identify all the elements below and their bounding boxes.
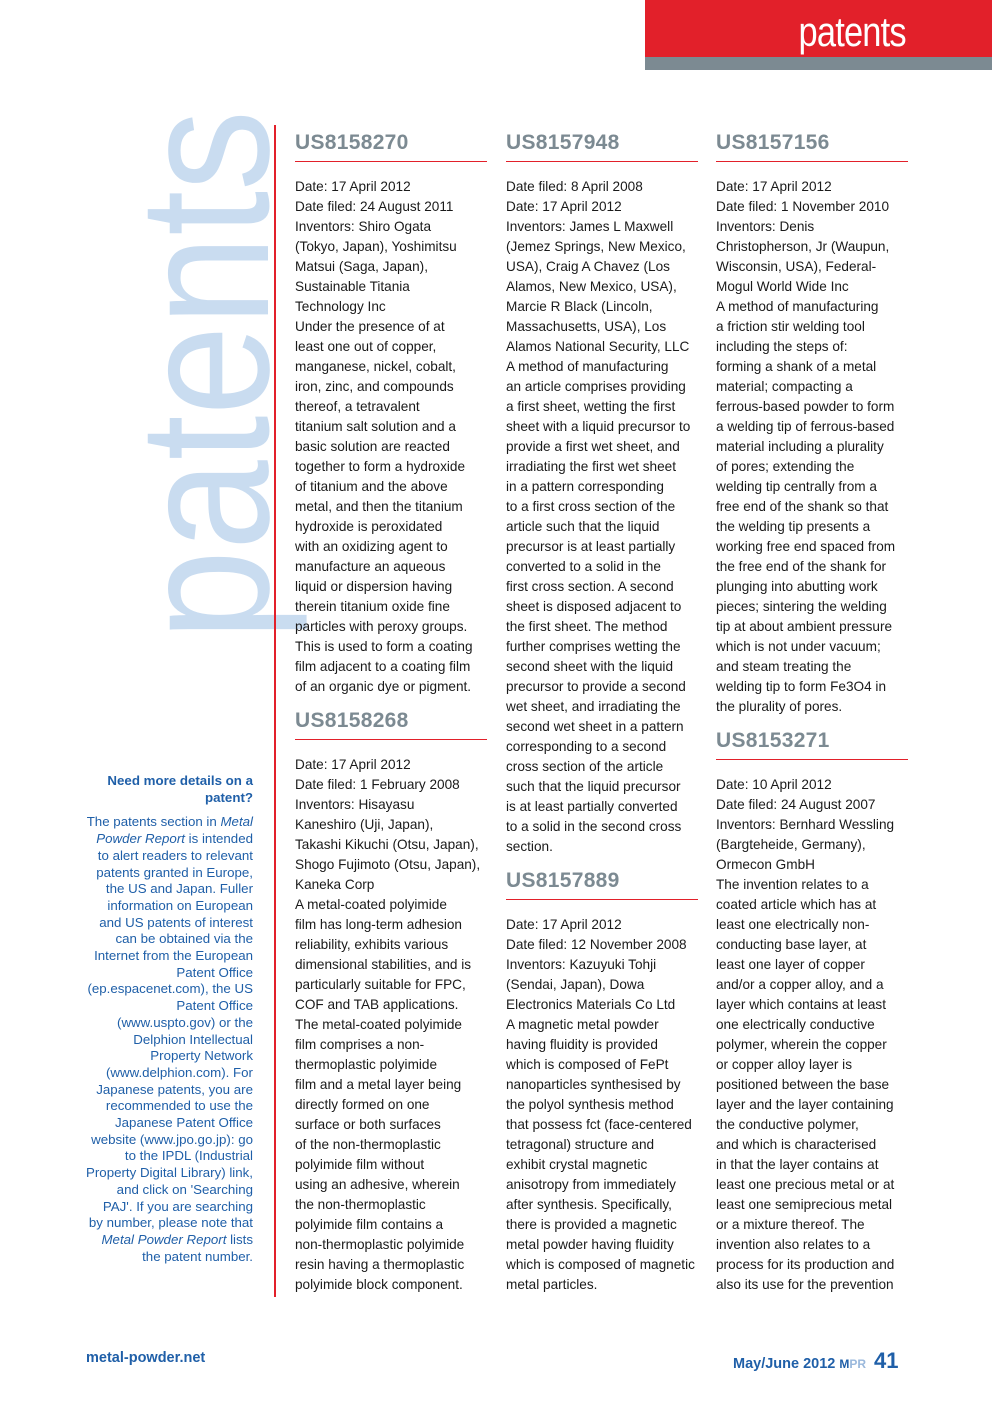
patent-number: US8153271: [716, 726, 908, 760]
patent-text-line: A metal-coated polyimide: [295, 897, 447, 912]
patent-text-line: using an adhesive, wherein: [295, 1177, 460, 1192]
patent-text-line: Inventors: Hisayasu: [295, 797, 415, 812]
patent-text-line: Inventors: Bernhard Wessling: [716, 817, 895, 832]
patent-text-line: irradiating the first wet sheet: [506, 459, 677, 474]
patent-text-line: article such that the liquid: [506, 519, 660, 534]
patent-text-line: Date: 17 April 2012: [716, 179, 832, 194]
patent-text-line: polymer, wherein the copper: [716, 1037, 887, 1052]
patent-text-line: corresponding to a second: [506, 739, 667, 754]
patent-text-line: least one semiprecious metal: [716, 1197, 893, 1212]
patent-text-line: the polyol synthesis method: [506, 1097, 674, 1112]
patent-text-line: coated article which has at: [716, 897, 877, 912]
patent-text-line: Inventors: Denis: [716, 219, 815, 234]
patent-text-line: the conductive polymer,: [716, 1117, 859, 1132]
patent-entry: [506, 866, 698, 1295]
mpr-logo-m: M: [839, 1357, 850, 1371]
patent-text-line: iron, zinc, and compounds: [295, 379, 454, 394]
patent-text-line: which is composed of FePt: [506, 1057, 669, 1072]
patent-text-line: precursor is at least partially: [506, 539, 676, 554]
patent-text-line: therein titanium oxide fine: [295, 599, 450, 614]
sidebar-info: [86, 773, 253, 1265]
footer-issue-info: [733, 1348, 899, 1374]
patent-text-line: positioned between the base: [716, 1077, 890, 1092]
patent-text-line: plunging into abutting work: [716, 579, 878, 594]
patent-text-line: is at least partially converted: [506, 799, 678, 814]
patent-text-line: working free end spaced from: [716, 539, 896, 554]
patent-text-line: least one electrically non-: [716, 917, 870, 932]
patent-text-line: a first sheet, wetting the first: [506, 399, 676, 414]
patent-text-line: exhibit crystal magnetic: [506, 1157, 648, 1172]
patent-text-line: Alamos National Security, LLC: [506, 339, 690, 354]
patent-text-line: Date filed: 24 August 2007: [716, 797, 876, 812]
patent-text-line: (Tokyo, Japan), Yoshimitsu: [295, 239, 457, 254]
patent-text-line: section.: [506, 839, 553, 854]
patent-text-line: dimensional stabilities, and is: [295, 957, 472, 972]
patent-text-line: also its use for the prevention: [716, 1277, 894, 1292]
patent-text-line: least one layer of copper: [716, 957, 865, 972]
patent-text-line: the first sheet. The method: [506, 619, 668, 634]
sidebar-publication-2: Metal Powder Report: [101, 1231, 227, 1247]
patent-text-line: Electronics Materials Co Ltd: [506, 997, 676, 1012]
patent-text-line: non-thermoplastic polyimide: [295, 1237, 465, 1252]
patent-text-line: welding tip to form Fe3O4 in: [716, 679, 887, 694]
patent-text-line: a welding tip of ferrous-based: [716, 419, 895, 434]
patent-text-line: Kaneka Corp: [295, 877, 375, 892]
patent-text-line: sheet is disposed adjacent to: [506, 599, 682, 614]
patent-text-line: to a first cross section of the: [506, 499, 676, 514]
patent-text-line: Wisconsin, USA), Federal-: [716, 259, 877, 274]
patent-text-line: process for its production and: [716, 1257, 895, 1272]
column-2: [506, 128, 698, 1304]
patent-text-line: invention also relates to a: [716, 1237, 871, 1252]
patent-text-line: Shogo Fujimoto (Otsu, Japan),: [295, 857, 481, 872]
patent-text-line: in that the layer contains at: [716, 1157, 879, 1172]
patent-text-line: which is composed of magnetic: [506, 1257, 695, 1272]
patent-text-line: thereof, a tetravalent: [295, 399, 420, 414]
patent-text-line: sheet with a liquid precursor to: [506, 419, 691, 434]
patent-text-line: nanoparticles synthesised by: [506, 1077, 681, 1092]
patent-text-line: polyimide film contains a: [295, 1217, 444, 1232]
patent-text-line: (Bargteheide, Germany),: [716, 837, 866, 852]
patent-text-line: Marcie R Black (Lincoln,: [506, 299, 653, 314]
patent-entry: [295, 128, 487, 697]
patent-text-line: particles with peroxy groups.: [295, 619, 468, 634]
patent-text-line: material; compacting a: [716, 379, 853, 394]
patent-text-line: Date: 10 April 2012: [716, 777, 832, 792]
patent-text-line: Inventors: Shiro Ogata: [295, 219, 432, 234]
patent-text-line: metal particles.: [506, 1277, 598, 1292]
patent-text-line: COF and TAB applications.: [295, 997, 459, 1012]
patent-text-line: (Sendai, Japan), Dowa: [506, 977, 645, 992]
patent-text-line: hydroxide is peroxidated: [295, 519, 443, 534]
patent-text-line: Matsui (Saga, Japan),: [295, 259, 428, 274]
patent-text-line: Date filed: 24 August 2011: [295, 199, 454, 214]
patent-text-line: A method of manufacturing: [506, 359, 669, 374]
patent-text-line: metal, and then the titanium: [295, 499, 463, 514]
patent-text-line: the plurality of pores.: [716, 699, 843, 714]
patent-text-line: film has long-term adhesion: [295, 917, 462, 932]
patent-text-line: second wet sheet in a pattern: [506, 719, 684, 734]
patent-text-line: (Jemez Springs, New Mexico,: [506, 239, 686, 254]
patent-text-line: A method of manufacturing: [716, 299, 879, 314]
patent-text-line: polyimide film without: [295, 1157, 425, 1172]
patent-text-line: Date: 17 April 2012: [506, 199, 622, 214]
patent-text-line: Date filed: 1 November 2010: [716, 199, 890, 214]
patent-text-line: there is provided a magnetic: [506, 1217, 677, 1232]
patent-text-line: tetragonal) structure and: [506, 1137, 655, 1152]
patent-entry: [716, 726, 908, 1295]
patent-text-line: Alamos, New Mexico, USA),: [506, 279, 677, 294]
patent-text-line: Kaneshiro (Uji, Japan),: [295, 817, 434, 832]
patent-text-line: wet sheet, and irradiating the: [506, 699, 681, 714]
patent-text-line: least one out of copper,: [295, 339, 437, 354]
patent-text-line: one electrically conductive: [716, 1017, 875, 1032]
page-number: 41: [874, 1348, 899, 1373]
patent-text-line: Date: 17 April 2012: [295, 179, 411, 194]
patent-text-line: including the steps of:: [716, 339, 848, 354]
sidebar-text: [86, 814, 253, 1265]
patent-text-line: titanium salt solution and a: [295, 419, 456, 434]
patent-text-line: layer and the layer containing: [716, 1097, 894, 1112]
patent-text-line: Date: 17 April 2012: [506, 917, 622, 932]
patent-text-line: film adjacent to a coating film: [295, 659, 471, 674]
column-divider: [274, 125, 276, 1297]
patent-text-line: the free end of the shank for: [716, 559, 887, 574]
patent-text-line: together to form a hydroxide: [295, 459, 466, 474]
sidebar-text-1: The patents section in: [86, 814, 217, 830]
patent-text-line: material including a plurality: [716, 439, 884, 454]
patent-text-line: Date filed: 8 April 2008: [506, 179, 643, 194]
patent-text-line: further comprises wetting the: [506, 639, 681, 654]
patent-text-line: Sustainable Titania: [295, 279, 410, 294]
patent-text-line: tip at about ambient pressure: [716, 619, 893, 634]
sidebar-heading: Need more details on a patent?: [107, 773, 253, 805]
patent-text-line: resin having a thermoplastic: [295, 1257, 465, 1272]
patent-text-line: liquid or dispersion having: [295, 579, 453, 594]
patent-number: US8158268: [295, 706, 487, 740]
patent-text-line: of titanium and the above: [295, 479, 448, 494]
patent-text-line: of an organic dye or pigment.: [295, 679, 472, 694]
patent-text-line: in a pattern corresponding: [506, 479, 664, 494]
patent-number: US8157889: [506, 866, 698, 900]
vertical-watermark: [101, 29, 308, 640]
patent-text-line: with an oxidizing agent to: [295, 539, 448, 554]
patent-text-line: conducting base layer, at: [716, 937, 867, 952]
patent-text-line: having fluidity is provided: [506, 1037, 658, 1052]
patent-text-line: of the non-thermoplastic: [295, 1137, 441, 1152]
patent-text-line: surface or both surfaces: [295, 1117, 441, 1132]
patent-text-line: a friction stir welding tool: [716, 319, 865, 334]
patent-text-line: pieces; sintering the welding: [716, 599, 887, 614]
patent-entry: [295, 706, 487, 1295]
patent-text-line: Takashi Kikuchi (Otsu, Japan),: [295, 837, 479, 852]
patent-text-line: second sheet with the liquid: [506, 659, 674, 674]
patent-text-line: welding tip centrally from a: [716, 479, 877, 494]
patent-text-line: Technology Inc: [295, 299, 386, 314]
patent-text-line: which is not under vacuum;: [716, 639, 881, 654]
patent-text-line: anisotropy from immediately: [506, 1177, 676, 1192]
patent-number: US8157948: [506, 128, 698, 162]
patent-text-line: Christopherson, Jr (Waupun,: [716, 239, 890, 254]
patent-text-line: manganese, nickel, cobalt,: [295, 359, 456, 374]
patent-number: US8158270: [295, 128, 487, 162]
mpr-logo-pr: PR: [849, 1357, 867, 1371]
sidebar-text-5: lists the patent number.: [142, 1231, 253, 1264]
banner-grey-bar: [645, 57, 992, 70]
patent-text-line: The metal-coated polyimide: [295, 1017, 462, 1032]
patent-text-line: Mogul World Wide Inc: [716, 279, 849, 294]
patent-entry: [506, 128, 698, 857]
footer-issue: May/June 2012: [733, 1356, 836, 1372]
patent-text-line: or a mixture thereof. The: [716, 1217, 865, 1232]
patent-text-line: USA), Craig A Chavez (Los: [506, 259, 670, 274]
patent-text-line: after synthesis. Specifically,: [506, 1197, 672, 1212]
patent-text-line: the welding tip presents a: [716, 519, 871, 534]
patent-text-line: precursor to provide a second: [506, 679, 686, 694]
patent-text-line: such that the liquid precursor: [506, 779, 681, 794]
column-3: [716, 128, 908, 1304]
patent-text-line: an article comprises providing: [506, 379, 686, 394]
footer-website: metal-powder.net: [86, 1350, 206, 1366]
patent-text-line: first cross section. A second: [506, 579, 674, 594]
vertical-watermark-text: patents: [101, 29, 308, 640]
patent-text-line: Under the presence of at: [295, 319, 445, 334]
patent-text-line: The invention relates to a: [716, 877, 869, 892]
patent-text-line: This is used to form a coating: [295, 639, 473, 654]
column-1: [295, 128, 487, 1304]
patent-text-line: polyimide block component.: [295, 1277, 463, 1292]
patent-text-line: least one precious metal or at: [716, 1177, 895, 1192]
patent-text-line: layer which contains at least: [716, 997, 887, 1012]
patent-text-line: free end of the shank so that: [716, 499, 889, 514]
section-banner: [645, 0, 992, 70]
patent-entry: [716, 128, 908, 717]
patent-text-line: film comprises a non-: [295, 1037, 425, 1052]
patent-text-line: Date filed: 12 November 2008: [506, 937, 687, 952]
patent-text-line: Inventors: Kazuyuki Tohji: [506, 957, 657, 972]
sidebar-publication-1: Metal Powder Report: [96, 814, 253, 847]
patent-text-line: basic solution are reacted: [295, 439, 450, 454]
patent-text-line: and which is characterised: [716, 1137, 877, 1152]
patent-text-line: provide a first wet sheet, and: [506, 439, 680, 454]
patent-text-line: that possess fct (face-centered: [506, 1117, 692, 1132]
patent-text-line: forming a shank of a metal: [716, 359, 877, 374]
patent-text-line: manufacture an aqueous: [295, 559, 446, 574]
sidebar-text-3: is intended to alert readers to relevant patents granted in Europe, the US and Japan. Fuller information on European and US patents of interest can be obtained via the Internet from the European Patent Office (ep.espacenet.com), the US Patent Office (www.uspto.gov) or the Delphion Intellectual Property Network (www.delphion.com). For Japanese patents, you are recommended to use the Japanese Patent Office website (www.jpo.go.jp): go to the IPDL (Industrial Property Digital Library) link, and click on 'Searching PAJ'. If you are searching by number, please note that: [86, 831, 254, 1231]
patent-text-line: film and a metal layer being: [295, 1077, 462, 1092]
patent-text-line: thermoplastic polyimide: [295, 1057, 438, 1072]
patent-text-line: Date filed: 1 February 2008: [295, 777, 460, 792]
patent-text-line: ferrous-based powder to form: [716, 399, 895, 414]
patent-text-line: metal powder having fluidity: [506, 1237, 674, 1252]
patent-text-line: and steam treating the: [716, 659, 852, 674]
patent-text-line: Date: 17 April 2012: [295, 757, 411, 772]
section-title: patents: [798, 8, 906, 55]
patent-text-line: Inventors: James L Maxwell: [506, 219, 674, 234]
patent-text-line: A magnetic metal powder: [506, 1017, 659, 1032]
patent-text-line: or copper alloy layer is: [716, 1057, 852, 1072]
patent-text-line: Massachusetts, USA), Los: [506, 319, 667, 334]
patent-text-line: Ormecon GmbH: [716, 857, 815, 872]
patent-text-line: the non-thermoplastic: [295, 1197, 426, 1212]
patent-text-line: cross section of the article: [506, 759, 664, 774]
patent-text-line: and/or a copper alloy, and a: [716, 977, 884, 992]
mpr-logo: [839, 1357, 866, 1371]
patent-text-line: to a solid in the second cross: [506, 819, 682, 834]
patent-text-line: particularly suitable for FPC,: [295, 977, 466, 992]
patent-number: US8157156: [716, 128, 908, 162]
patent-text-line: converted to a solid in the: [506, 559, 661, 574]
patent-text-line: reliability, exhibits various: [295, 937, 449, 952]
patent-text-line: of pores; extending the: [716, 459, 855, 474]
patent-text-line: directly formed on one: [295, 1097, 430, 1112]
